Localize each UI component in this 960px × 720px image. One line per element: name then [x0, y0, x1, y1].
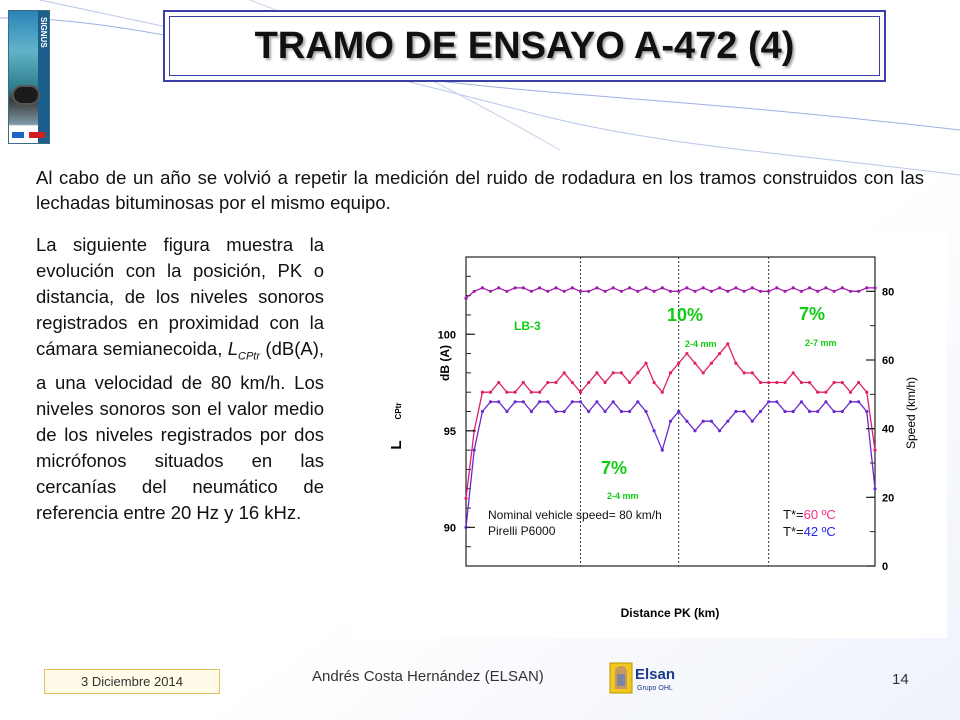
series-60c-point [873, 449, 876, 452]
y-axis-subscript: CPtr [394, 402, 403, 420]
speed-series-point [718, 286, 721, 289]
series-42c-point [775, 400, 778, 403]
figure-description-paragraph [36, 232, 324, 526]
series-42c-point [636, 400, 639, 403]
series-42c-point [792, 410, 795, 413]
series-60c-point [824, 391, 827, 394]
series-42c-point [538, 400, 541, 403]
description-text-part2: (dB(A), a una velocidad de 80 km/h. Los niveles sonoros son el valor medio de los niveles registrados por dos micrófonos situados en las cercanías del neumático de referencia entre 20 Hz y 16 kHz. [36, 338, 324, 523]
series-60c-point [759, 381, 762, 384]
speed-series-point [473, 290, 476, 293]
series-60c-point [464, 497, 467, 500]
series-60c-point [865, 391, 868, 394]
series-60c-point [669, 371, 672, 374]
speed-series-point [481, 286, 484, 289]
series-42c-point [669, 420, 672, 423]
series-42c-point [628, 410, 631, 413]
speed-series-point [538, 286, 541, 289]
speed-series-point [808, 286, 811, 289]
series-60c-point [644, 362, 647, 365]
series-60c-point [710, 362, 713, 365]
temp-60-value: 60 ºC [803, 507, 836, 522]
series-42c-point [718, 429, 721, 432]
series-60c-point [538, 391, 541, 394]
pct10-grade-label: 2-4 mm [685, 339, 717, 349]
series-42c-point [497, 400, 500, 403]
speed-series-point [563, 290, 566, 293]
speed-series-point [792, 286, 795, 289]
speed-series-point [759, 290, 762, 293]
series-42c-point [514, 400, 517, 403]
series-42c-point [595, 400, 598, 403]
speed-series-point [587, 290, 590, 293]
series-42c-point [800, 400, 803, 403]
series-42c-point [734, 410, 737, 413]
speed-series-point [816, 290, 819, 293]
speed-series-point [857, 290, 860, 293]
speed-series-point [824, 286, 827, 289]
series-60c-point [563, 371, 566, 374]
series-60c-point [783, 381, 786, 384]
series-60c-point [653, 381, 656, 384]
series-42c-point [644, 410, 647, 413]
series-42c-point [873, 487, 876, 490]
series-42c-point [505, 410, 508, 413]
series-60c-point [612, 371, 615, 374]
series-42c-point [489, 400, 492, 403]
series-42c-point [759, 410, 762, 413]
series-42c-point [579, 400, 582, 403]
noise-chart [349, 233, 947, 638]
temp-42-legend [783, 524, 836, 539]
speed-series-point [734, 286, 737, 289]
elsan-logo-icon [609, 662, 679, 694]
speed-series-point [751, 286, 754, 289]
series-60c-point [734, 362, 737, 365]
speed-series-point [497, 286, 500, 289]
elsan-logo-subtext: Grupo OHL [637, 685, 673, 692]
series-42c-point [685, 420, 688, 423]
series-60c-point [554, 381, 557, 384]
series-42c-point [677, 410, 680, 413]
speed-series-point [669, 290, 672, 293]
series-42c-point [620, 410, 623, 413]
speed-series-point [767, 290, 770, 293]
series-60c-point [579, 391, 582, 394]
series-42c-point [857, 400, 860, 403]
footer-author: Andrés Costa Hernández (ELSAN) [312, 668, 544, 685]
series-42c-point [841, 410, 844, 413]
series-42c-point [751, 420, 754, 423]
right-tick-label: 0 [882, 561, 889, 573]
slide-title: TRAMO DE ENSAYO A-472 (4) [254, 24, 795, 67]
series-42c-point [522, 400, 525, 403]
series-42c-point [612, 400, 615, 403]
speed-series-point [571, 286, 574, 289]
series-60c-point [808, 381, 811, 384]
series-60c-point [571, 381, 574, 384]
series-60c-point [792, 371, 795, 374]
speed-series-point [849, 290, 852, 293]
y-axis-label: dB (A) [438, 345, 452, 381]
right-tick-label: 20 [882, 492, 895, 505]
temp-42-value: 42 ºC [803, 524, 836, 539]
series-60c-point [841, 381, 844, 384]
series-42c-point [546, 400, 549, 403]
description-text-part1: La siguiente figura muestra la evolución con la posición, PK o distancia, de los niveles sonoros registrados en proximidad con la cámara semianecoida, [36, 234, 324, 359]
temp-42-prefix: T*= [783, 524, 804, 539]
pct10-label: 10% [667, 305, 704, 325]
page-number: 14 [892, 671, 909, 688]
speed-series-point [775, 286, 778, 289]
series-60c-point [693, 362, 696, 365]
series-60c-point [522, 381, 525, 384]
speed-series-point [873, 286, 876, 289]
speed-series-point [726, 290, 729, 293]
series-60c-point [816, 391, 819, 394]
series-60c-point [546, 381, 549, 384]
series-42c-point [571, 400, 574, 403]
series-42c-point [530, 410, 533, 413]
series-60c-point [604, 381, 607, 384]
title-box [163, 10, 886, 82]
series-60c-point [489, 391, 492, 394]
speed-series-point [505, 290, 508, 293]
series-60c-point [505, 391, 508, 394]
speed-series-point [710, 290, 713, 293]
series-42c-point [481, 410, 484, 413]
series-60c-point [767, 381, 770, 384]
series-42c-point [743, 410, 746, 413]
series-42c-point [710, 420, 713, 423]
series-60c-point [628, 381, 631, 384]
series-60c-point [661, 391, 664, 394]
series-60c-point [587, 381, 590, 384]
speed-series-point [464, 297, 467, 300]
speed-series-point [522, 286, 525, 289]
right-tick-label: 60 [882, 355, 895, 367]
y2-axis-label: Speed (km/h) [904, 376, 918, 450]
series-60c-point [595, 371, 598, 374]
temp-60-legend [783, 507, 836, 522]
pct7-right-grade-label: 2-7 mm [805, 338, 837, 348]
speed-series-point [514, 286, 517, 289]
speed-series-point [628, 286, 631, 289]
right-tick-label: 40 [882, 423, 895, 436]
speed-series-point [554, 286, 557, 289]
series-42c-point [661, 449, 664, 452]
speed-series-point [530, 290, 533, 293]
x-axis-label: Distance PK (km) [620, 606, 720, 620]
speed-series-point [612, 286, 615, 289]
left-tick-label: 95 [443, 425, 456, 438]
speed-series-point [636, 290, 639, 293]
series-42c-point [816, 410, 819, 413]
speed-series-point [677, 290, 680, 293]
left-tick-label: 90 [443, 522, 456, 535]
speed-series-point [489, 290, 492, 293]
speed-series-point [595, 286, 598, 289]
elsan-logo-text: Elsan [635, 666, 676, 683]
series-60c-point [530, 391, 533, 394]
pct7-mid-label: 7% [601, 458, 628, 478]
speed-series-point [620, 290, 623, 293]
y-axis-symbol: L [388, 440, 405, 450]
series-42c-point [808, 410, 811, 413]
series-60c-point [800, 381, 803, 384]
lb3-label: LB-3 [514, 319, 541, 333]
speed-series-point [702, 286, 705, 289]
tyre-label: Pirelli P6000 [488, 524, 556, 538]
footer-date: 3 Diciembre 2014 [44, 669, 220, 694]
speed-series-point [743, 290, 746, 293]
series-42c-point [849, 400, 852, 403]
series-60c-point [497, 381, 500, 384]
pct7-right-label: 7% [799, 304, 826, 324]
temp-60-prefix: T*= [783, 507, 804, 522]
speed-series-point [661, 286, 664, 289]
speed-series-point [546, 290, 549, 293]
speed-series-point [800, 290, 803, 293]
lcptr-symbol: L [227, 338, 239, 359]
right-tick-label: 80 [882, 286, 895, 299]
series-42c-point [604, 410, 607, 413]
series-60c-point [775, 381, 778, 384]
speed-series-point [685, 286, 688, 289]
cover-logos-icon [11, 130, 47, 140]
lcptr-subscript: CPtr [238, 350, 261, 363]
intro-paragraph: Al cabo de un año se volvió a repetir la medición del ruido de rodadura en los tramos construidos con las lechadas bituminosas por el mismo equipo. [36, 167, 924, 213]
cover-title: SIGNUS [39, 17, 48, 48]
series-42c-point [587, 410, 590, 413]
speed-series-point [644, 286, 647, 289]
series-60c-point [833, 381, 836, 384]
series-60c-point [751, 371, 754, 374]
series-42c-point [726, 420, 729, 423]
series-42c-point [693, 429, 696, 432]
series-42c-point [473, 449, 476, 452]
series-60c-point [620, 371, 623, 374]
speed-series-point [579, 290, 582, 293]
series-60c-point [685, 352, 688, 355]
nominal-speed-label: Nominal vehicle speed= 80 km/h [488, 508, 662, 522]
series-42c-point [702, 420, 705, 423]
noise-chart-svg [349, 233, 947, 638]
series-42c-point [563, 410, 566, 413]
series-42c-point [653, 429, 656, 432]
signus-cover-thumbnail [8, 10, 50, 144]
series-42c-point [824, 400, 827, 403]
series-42c-point [783, 410, 786, 413]
series-42c-point [554, 410, 557, 413]
series-60c-point [636, 371, 639, 374]
speed-series-point [693, 290, 696, 293]
speed-series-point [833, 290, 836, 293]
series-60c-point [481, 391, 484, 394]
series-60c-point [718, 352, 721, 355]
series-60c-point [743, 371, 746, 374]
series-60c-point [514, 391, 517, 394]
speed-series-point [783, 290, 786, 293]
tire-icon [12, 85, 40, 105]
series-42c-point [767, 400, 770, 403]
series-60c-point [726, 342, 729, 345]
series-60c-point [849, 391, 852, 394]
series-60c-point [677, 362, 680, 365]
speed-series-point [841, 286, 844, 289]
speed-series-point [865, 286, 868, 289]
speed-series-point [653, 290, 656, 293]
left-tick-label: 100 [437, 329, 456, 342]
series-42c-point [833, 410, 836, 413]
series-60c-point [702, 371, 705, 374]
series-42c-point [865, 410, 868, 413]
speed-series-point [604, 290, 607, 293]
series-60c-point [857, 381, 860, 384]
pct7-mid-grade-label: 2-4 mm [607, 491, 639, 501]
